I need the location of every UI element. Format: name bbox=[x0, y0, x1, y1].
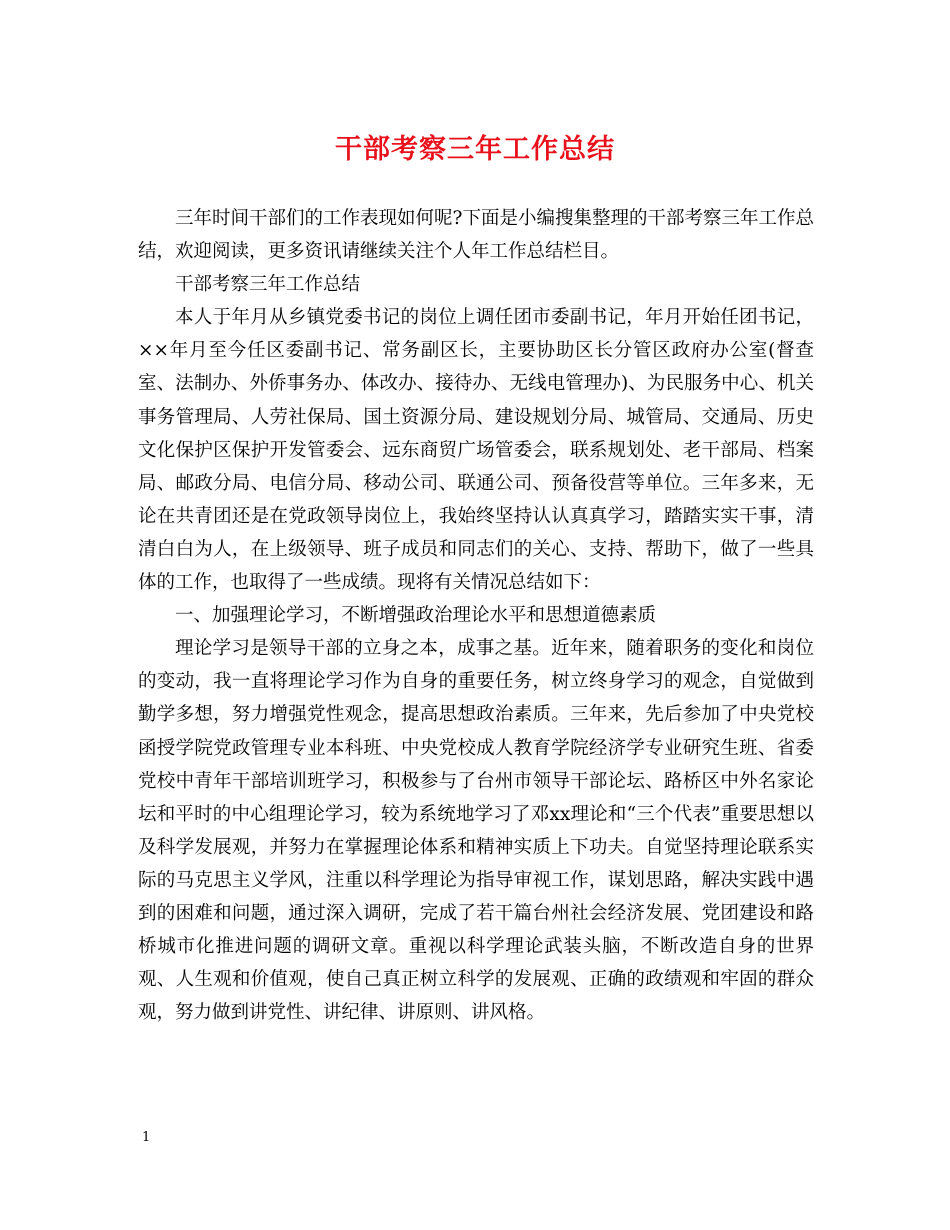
page-number: 1 bbox=[142, 1130, 151, 1145]
section-heading-1: 一、加强理论学习，不断增强政治理论水平和思想道德素质 bbox=[175, 605, 657, 627]
paragraph-subtitle: 干部考察三年工作总结 bbox=[175, 274, 361, 296]
document-title: 干部考察三年工作总结 bbox=[335, 134, 615, 165]
paragraph-intro: 三年时间干部们的工作表现如何呢?下面是小编搜集整理的干部考察三年工作总结，欢迎阅读，更多资讯请继续关注个人年工作总结栏目。 bbox=[138, 208, 814, 263]
paragraph-theory-study: 理论学习是领导干部的立身之本，成事之基。近年来，随着职务的变化和岗位的变动，我一直将理论学习作为自身的重要任务，树立终身学习的观念，自觉做到勤学多想，努力增强党性观念，提高思想政治素质。三年来，先后参加了中央党校函授学院党政管理专业本科班、中央党校成人教育学院经济学专业研究生班、省委党校中青年干部培训班学习，积极参与了台州市领导干部论坛、路桥区中外名家论坛和平时的中心组理论学习，较为系统地学习了邓xx理论和“三个代表”重要思想以及科学发展观，并努力在掌握理论体系和精神实质上下功夫。自觉坚持理论联系实际的马克思主义学风，注重以科学理论为指导审视工作，谋划思路，解决实践中遇到的困难和问题，通过深入调研，完成了若干篇台州社会经济发展、党团建设和路桥城市化推进问题的调研文章。重视以科学理论武装头脑，不断改造自身的世界观、人生观和价值观，使自己真正树立科学的发展观、正确的政绩观和牢固的群众观，努力做到讲党性、讲纪律、讲原则、讲风格。 bbox=[138, 638, 814, 1024]
paragraph-background: 本人于年月从乡镇党委书记的岗位上调任团市委副书记，年月开始任团书记，××年月至今任区委副书记、常务副区长，主要协助区长分管区政府办公室(督查室、法制办、外侨事务办、体改办、接待办、无线电管理办)、为民服务中心、机关事务管理局、人劳社保局、国土资源分局、建设规划分局、城管局、交通局、历史文化保护区保护开发管委会、远东商贸广场管委会，联系规划处、老干部局、档案局、邮政分局、电信分局、移动公司、联通公司、预备役营等单位。三年多来，无论在共青团还是在党政领导岗位上，我始终坚持认认真真学习，踏踏实实干事，清清白白为人，在上级领导、班子成员和同志们的关心、支持、帮助下，做了一些具体的工作，也取得了一些成绩。现将有关情况总结如下： bbox=[138, 307, 814, 594]
document-body bbox=[138, 202, 814, 1029]
